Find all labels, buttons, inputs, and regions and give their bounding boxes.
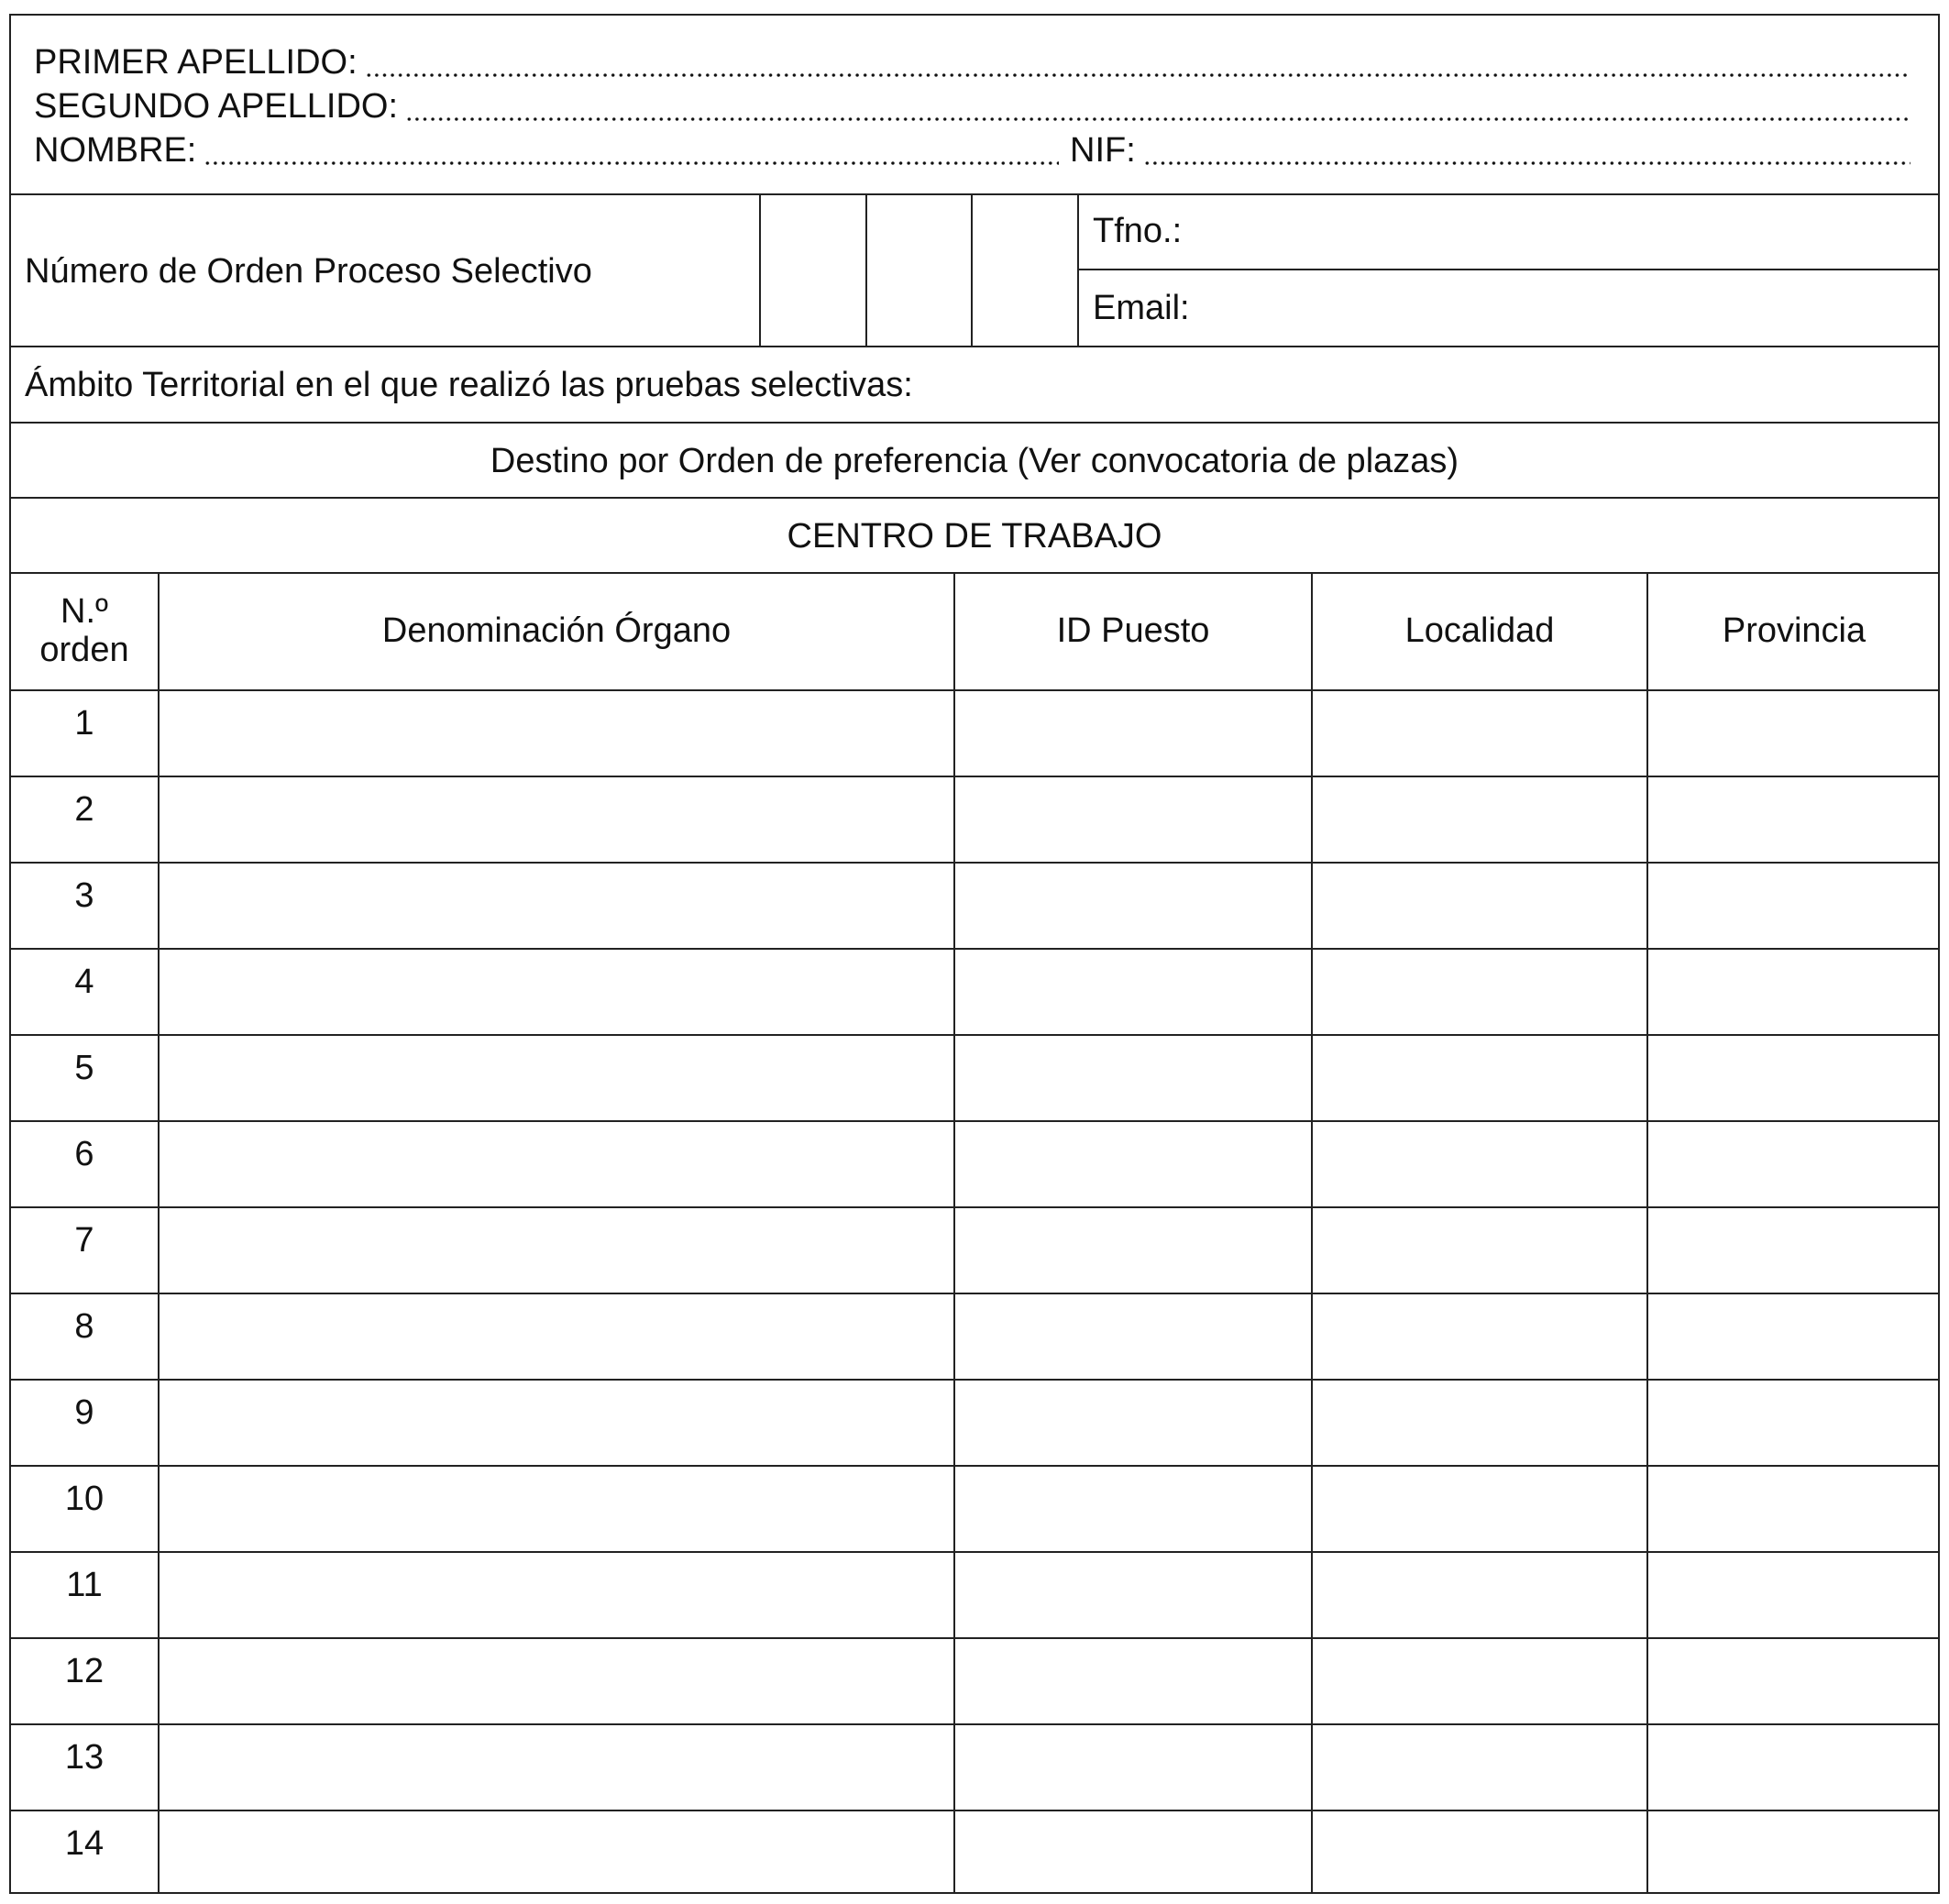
cell-provincia[interactable] (1648, 1036, 1940, 1120)
table-row (11, 1553, 1938, 1639)
digit-box-3[interactable] (973, 195, 1077, 346)
cell-provincia[interactable] (1648, 1381, 1940, 1465)
column-header-provincia: Provincia (1722, 611, 1866, 650)
cell-id-puesto[interactable] (955, 777, 1311, 862)
cell-id-puesto[interactable] (955, 1467, 1311, 1551)
segundo-apellido-label: SEGUNDO APELLIDO: (34, 87, 399, 124)
cell-localidad[interactable] (1313, 864, 1646, 948)
row-number: 11 (66, 1566, 103, 1604)
row-number: 7 (74, 1221, 94, 1260)
row-number: 1 (74, 704, 94, 743)
cell-id-puesto[interactable] (955, 1122, 1311, 1206)
nombre-field[interactable] (34, 133, 1059, 168)
cell-id-puesto[interactable] (955, 1294, 1311, 1379)
cell-provincia[interactable] (1648, 1208, 1940, 1293)
table-row (11, 1208, 1938, 1294)
cell-id-puesto[interactable] (955, 1553, 1311, 1637)
cell-organo[interactable] (160, 777, 953, 862)
cell-organo[interactable] (160, 1639, 953, 1723)
row-number: 9 (74, 1393, 94, 1432)
cell-organo[interactable] (160, 1036, 953, 1120)
row-number: 3 (74, 876, 94, 915)
orden-contact-section (11, 195, 1938, 347)
table-row (11, 1725, 1938, 1811)
table-row (11, 1811, 1938, 1898)
centro-trabajo-section (11, 499, 1938, 574)
table-row (11, 950, 1938, 1036)
cell-localidad[interactable] (1313, 1725, 1646, 1810)
cell-organo[interactable] (160, 1811, 953, 1898)
primer-apellido-label: PRIMER APELLIDO: (34, 43, 358, 80)
centro-trabajo-heading: CENTRO DE TRABAJO (787, 517, 1162, 556)
nif-label: NIF: (1070, 131, 1136, 168)
cell-provincia[interactable] (1648, 1553, 1940, 1637)
nif-field[interactable] (1059, 133, 1910, 168)
cell-provincia[interactable] (1648, 950, 1940, 1034)
cell-organo[interactable] (160, 1122, 953, 1206)
cell-provincia[interactable] (1648, 1639, 1940, 1723)
nombre-label: NOMBRE: (34, 131, 197, 168)
primer-apellido-field[interactable] (34, 36, 1910, 80)
cell-organo[interactable] (160, 1208, 953, 1293)
cell-organo[interactable] (160, 691, 953, 776)
cell-localidad[interactable] (1313, 1811, 1646, 1898)
cell-id-puesto[interactable] (955, 1208, 1311, 1293)
cell-provincia[interactable] (1648, 1122, 1940, 1206)
table-row (11, 1639, 1938, 1725)
table-row (11, 1036, 1938, 1122)
cell-provincia[interactable] (1648, 777, 1940, 862)
numero-orden-label: Número de Orden Proceso Selectivo (25, 252, 592, 291)
cell-provincia[interactable] (1648, 1467, 1940, 1551)
row-number: 12 (64, 1652, 105, 1690)
digit-box-1[interactable] (761, 195, 865, 346)
cell-id-puesto[interactable] (955, 1036, 1311, 1120)
table-row (11, 777, 1938, 864)
cell-localidad[interactable] (1313, 1381, 1646, 1465)
cell-localidad[interactable] (1313, 1122, 1646, 1206)
column-header-organo: Denominación Órgano (381, 611, 732, 650)
cell-id-puesto[interactable] (955, 1725, 1311, 1810)
cell-organo[interactable] (160, 1725, 953, 1810)
cell-provincia[interactable] (1648, 1811, 1940, 1898)
column-header-num-orden (11, 572, 158, 689)
row-number: 5 (74, 1049, 94, 1087)
cell-localidad[interactable] (1313, 1639, 1646, 1723)
destino-section (11, 424, 1938, 499)
cell-organo[interactable] (160, 1294, 953, 1379)
cell-provincia[interactable] (1648, 1725, 1940, 1810)
row-number: 8 (74, 1307, 94, 1346)
cell-id-puesto[interactable] (955, 864, 1311, 948)
table-row (11, 1122, 1938, 1208)
ambito-territorial-section[interactable] (11, 347, 1938, 424)
nif-dotted-line (1143, 133, 1910, 168)
nombre-nif-line (34, 124, 1910, 168)
nombre-dotted-line (204, 133, 1059, 168)
primer-apellido-dotted-line (365, 45, 1910, 80)
cell-organo[interactable] (160, 1381, 953, 1465)
cell-localidad[interactable] (1313, 950, 1646, 1034)
email-field[interactable] (1203, 270, 1938, 346)
row-number: 2 (74, 790, 94, 829)
table-row (11, 691, 1938, 777)
row-number: 4 (74, 963, 94, 1001)
num-orden-line1: N.º (61, 592, 108, 631)
cell-localidad[interactable] (1313, 1467, 1646, 1551)
column-divider (953, 572, 955, 1894)
row-number: 14 (64, 1824, 105, 1863)
table-row (11, 1381, 1938, 1467)
preferences-table (11, 572, 1938, 1894)
column-divider (1311, 572, 1313, 1894)
digit-box-divider (1077, 195, 1079, 346)
cell-localidad[interactable] (1313, 1553, 1646, 1637)
cell-localidad[interactable] (1313, 1294, 1646, 1379)
cell-organo[interactable] (160, 1553, 953, 1637)
row-number: 6 (74, 1135, 94, 1173)
table-row (11, 1467, 1938, 1553)
column-header-id-puesto: ID Puesto (1056, 611, 1210, 650)
row-number: 10 (64, 1480, 105, 1518)
destino-heading: Destino por Orden de preferencia (Ver convocatoria de plazas) (490, 442, 1459, 480)
cell-provincia[interactable] (1648, 1294, 1940, 1379)
cell-provincia[interactable] (1648, 864, 1940, 948)
cell-id-puesto[interactable] (955, 1639, 1311, 1723)
segundo-apellido-field[interactable] (34, 80, 1910, 124)
cell-id-puesto[interactable] (955, 691, 1311, 776)
cell-id-puesto[interactable] (955, 1811, 1311, 1898)
tfno-field[interactable] (1184, 195, 1938, 269)
column-header-localidad: Localidad (1404, 611, 1555, 650)
table-header-row (11, 572, 1938, 691)
cell-id-puesto[interactable] (955, 1381, 1311, 1465)
segundo-apellido-dotted-line (405, 89, 1910, 124)
row-number: 13 (64, 1738, 105, 1777)
email-label: Email: (1093, 289, 1190, 327)
cell-localidad[interactable] (1313, 1208, 1646, 1293)
cell-organo[interactable] (160, 1467, 953, 1551)
digit-box-2[interactable] (867, 195, 971, 346)
cell-organo[interactable] (160, 864, 953, 948)
cell-organo[interactable] (160, 950, 953, 1034)
tfno-label: Tfno.: (1093, 212, 1183, 250)
column-divider (1646, 572, 1648, 1894)
num-orden-line2: orden (39, 631, 129, 669)
cell-localidad[interactable] (1313, 777, 1646, 862)
column-divider (158, 572, 160, 1894)
cell-localidad[interactable] (1313, 1036, 1646, 1120)
application-form (9, 14, 1940, 1894)
ambito-territorial-label: Ámbito Territorial en el que realizó las pruebas selectivas: (25, 366, 913, 404)
table-row (11, 864, 1938, 950)
cell-id-puesto[interactable] (955, 950, 1311, 1034)
personal-data-section (11, 16, 1938, 195)
cell-localidad[interactable] (1313, 691, 1646, 776)
table-row (11, 1294, 1938, 1381)
cell-provincia[interactable] (1648, 691, 1940, 776)
